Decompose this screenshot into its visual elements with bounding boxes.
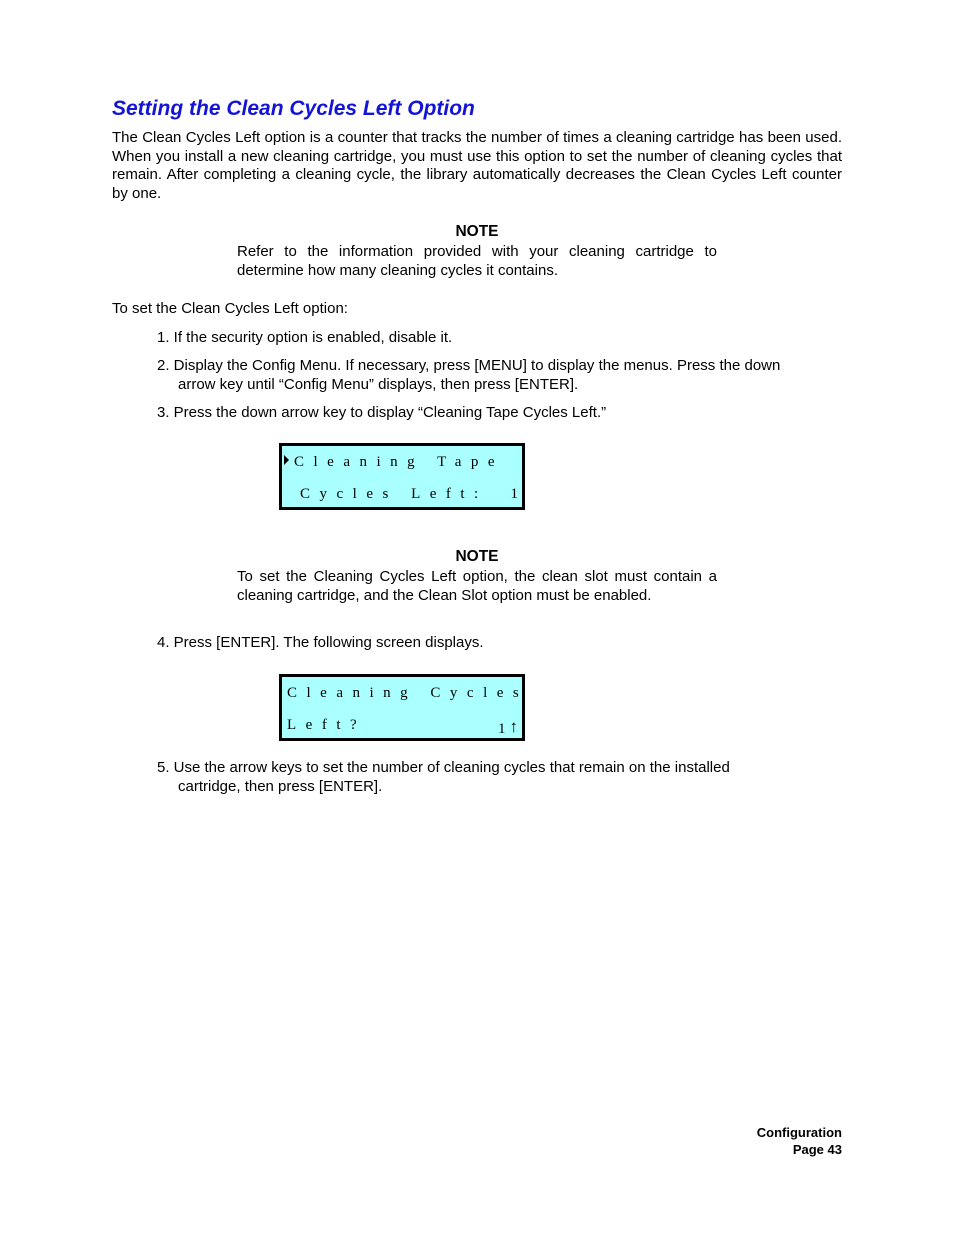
up-arrow-icon: ↑ [509,717,518,736]
step-4: 4. Press [ENTER]. The following screen displays. [157,634,484,651]
step-2-line-2: arrow key until “Config Menu” displays, then press [ENTER]. [178,376,579,393]
intro-paragraph: The Clean Cycles Left option is a counter that tracks the number of times a cleaning cartridge has been used. When you install a new cleaning cartridge, you must use this option to set the number of cleaning cycles that remain. After completing a cleaning cycle, the library automatically decreases the Clean Cycles Left counter by one. [112,129,842,202]
step-2-line-1: 2. Display the Config Menu. If necessary, press [MENU] to display the menus. Press the down [157,357,781,374]
lcd-1-value: 1 [510,486,518,502]
lcd-2-value: 1 [498,721,506,737]
lcd-display-cleaning-cycles [279,674,529,741]
lcd-1-line-1: Cleaning Tape [294,454,505,470]
note-2-title: NOTE [455,548,499,565]
lcd-2-row-2 [284,717,520,741]
lcd-2-value-group [498,717,518,738]
page-footer [757,1125,842,1157]
note-2-body [237,568,717,605]
section-heading: Setting the Clean Cycles Left Option [112,97,475,120]
note-1-title: NOTE [455,223,499,240]
step-5-line-2: cartridge, then press [ENTER]. [178,778,383,795]
lcd-2-line-2: Left? [287,717,367,733]
step-1: 1. If the security option is enabled, disable it. [157,329,453,346]
lcd-2-row-1 [284,685,529,709]
lead-in: To set the Clean Cycles Left option: [112,300,348,317]
step-5 [157,758,730,796]
footer-section: Configuration [756,1125,842,1140]
cursor-triangle-icon [284,455,289,465]
lcd-1-row-1 [284,454,520,478]
step-3: 3. Press the down arrow key to display “Cleaning Tape Cycles Left.” [157,404,607,421]
step-2 [157,356,780,394]
lcd-display-cleaning-tape [279,443,525,510]
lcd-2-line-1: Cleaning Cycles [287,685,529,701]
step-5-line-1: 5. Use the arrow keys to set the number of cleaning cycles that remain on the installed [157,759,730,776]
note-1-line-1: Refer to the information provided with your cleaning cartridge to [237,243,717,260]
note-2-line-2: cleaning cartridge, and the Clean Slot option must be enabled. [237,586,652,604]
note-1-body [237,243,717,280]
footer-page-number: Page 43 [792,1142,842,1157]
note-2-line-1: To set the Cleaning Cycles Left option, the clean slot must contain a [237,568,717,585]
note-1-line-2: determine how many cleaning cycles it contains. [237,261,558,279]
lcd-1-row-2 [284,486,520,510]
lcd-1-line-2: Cycles Left: [300,486,488,502]
